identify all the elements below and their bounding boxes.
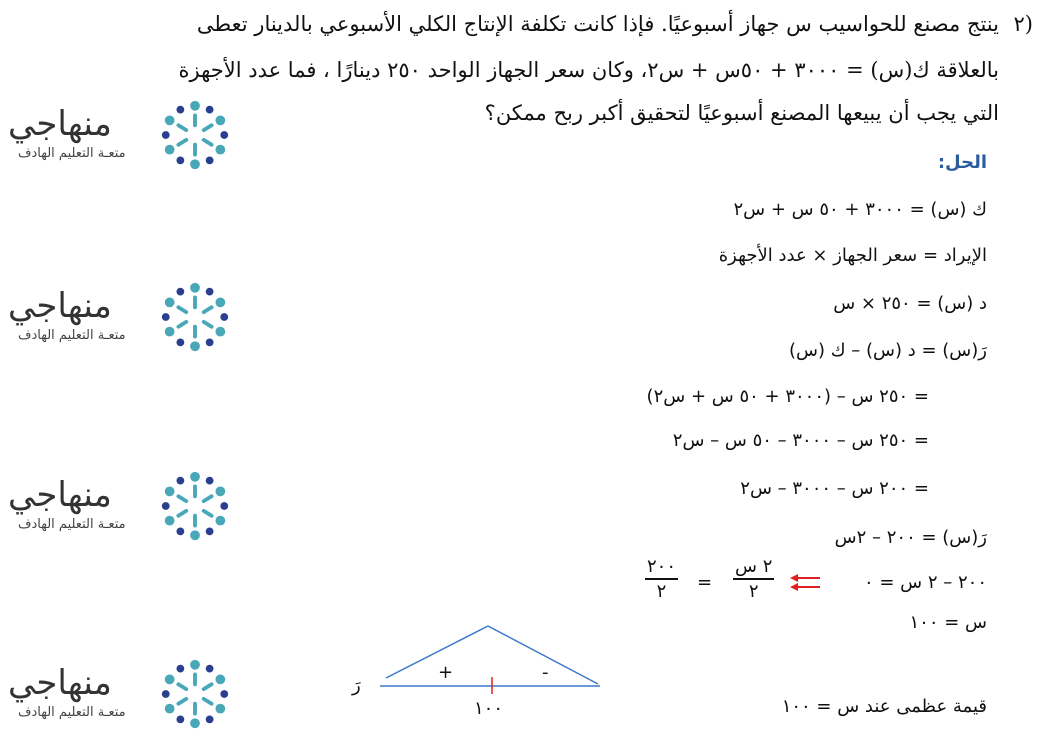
manhaji-logo: [8, 467, 230, 547]
problem-line-2: بالعلاقة ك(س) = ٣٠٠٠ + ٥٠س + س٢، وكان سعر الجهاز الواحد ٢٥٠ دينارًا ، فما عدد الأجهزة: [178, 58, 999, 82]
problem-line-1: ينتج مصنع للحواسيب س جهاز أسبوعيًا. فإذا كانت تكلفة الإنتاج الكلي الأسبوعي بالدينار تعطى: [196, 12, 999, 36]
fraction-right: [645, 556, 678, 602]
logo-name: منهاجي: [8, 104, 112, 144]
logo-name: منهاجي: [8, 475, 112, 515]
logo-tagline: متعـة التعليم الهادف: [18, 705, 126, 720]
logo-emblem-icon: [156, 467, 234, 545]
logo-emblem-icon: [156, 655, 234, 733]
derivative: رَ(س) = ٢٠٠ – ٢س: [834, 527, 987, 548]
manhaji-logo: [8, 96, 230, 176]
sign-chart-label: رَ: [352, 675, 361, 696]
derivative-zero-equation: ٢٠٠ – ٢ س = ٠: [863, 572, 987, 593]
profit-step-3: = ٢٠٠ س – ٣٠٠٠ – س٢: [740, 478, 929, 499]
profit-step-2: = ٢٥٠ س – ٣٠٠٠ – ٥٠ س – س٢: [672, 430, 929, 451]
question-number: ٢): [1013, 12, 1033, 36]
fraction-right-numerator: ٢٠٠: [645, 556, 678, 580]
sign-plus: +: [438, 662, 454, 683]
fraction-left-numerator: ٢ س: [733, 556, 774, 580]
manhaji-logo: [8, 655, 230, 735]
logo-emblem-icon: [156, 278, 234, 356]
profit-definition: رَ(س) = د (س) – ك (س): [788, 340, 987, 361]
conclusion: قيمة عظمى عند س = ١٠٠: [781, 696, 987, 717]
double-arrow-icon: [786, 572, 826, 594]
sign-minus: -: [542, 662, 549, 683]
revenue-definition: الإيراد = سعر الجهاز × عدد الأجهزة: [718, 245, 987, 266]
fraction-left-denominator: ٢: [748, 581, 759, 602]
fraction-equals: =: [697, 572, 713, 593]
logo-emblem-icon: [156, 96, 234, 174]
cost-function: ك (س) = ٣٠٠٠ + ٥٠ س + س٢: [733, 199, 987, 220]
logo-name: منهاجي: [8, 286, 112, 326]
logo-name: منهاجي: [8, 663, 112, 703]
fraction-right-denominator: ٢: [656, 581, 667, 602]
revenue-function: د (س) = ٢٥٠ × س: [833, 293, 987, 314]
logo-tagline: متعـة التعليم الهادف: [18, 146, 126, 161]
sign-chart: [376, 622, 606, 694]
solution-x: س = ١٠٠: [909, 612, 987, 633]
profit-step-1: = ٢٥٠ س – (٣٠٠٠ + ٥٠ س + س٢): [646, 386, 929, 407]
fraction-left: [733, 556, 774, 602]
logo-tagline: متعـة التعليم الهادف: [18, 328, 126, 343]
solution-title: الحل:: [937, 152, 987, 173]
logo-tagline: متعـة التعليم الهادف: [18, 517, 126, 532]
problem-line-3: التي يجب أن يبيعها المصنع أسبوعيًا لتحقيق أكبر ربح ممكن؟: [484, 101, 999, 125]
manhaji-logo: [8, 278, 230, 358]
critical-point-label: ١٠٠: [474, 698, 504, 719]
